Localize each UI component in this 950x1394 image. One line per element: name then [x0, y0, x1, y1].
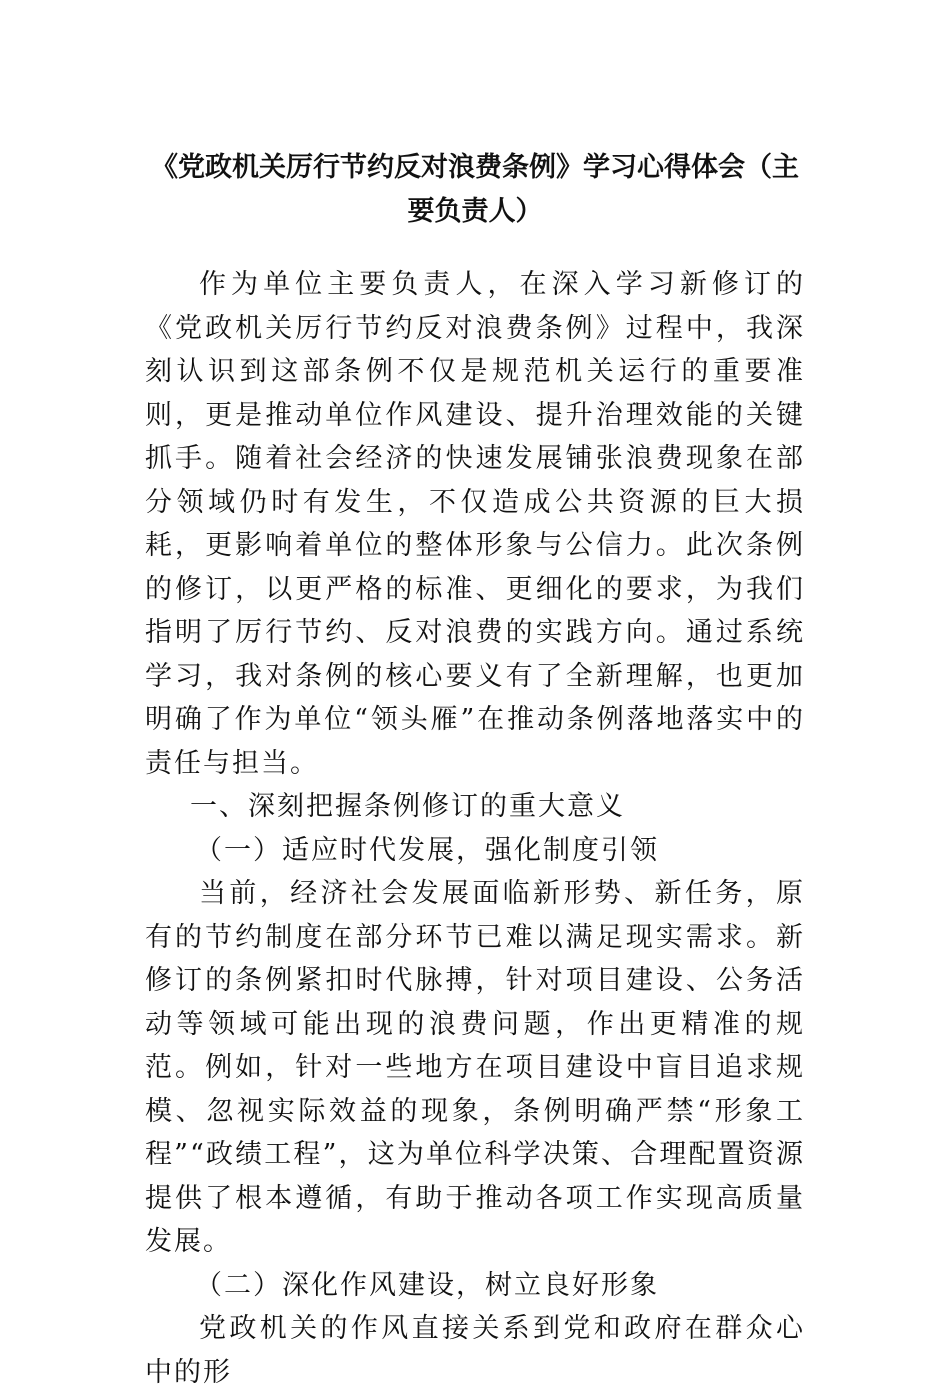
section-heading: 一、深刻把握条例修订的重大意义	[190, 791, 625, 822]
subsection-heading: （二）深化作风建设，树立良好形象	[195, 1269, 659, 1301]
body-paragraph: 党政机关的作风直接关系到党和政府在群众心中的形	[145, 1313, 805, 1388]
document-title: 《党政机关厉行节约反对浪费条例》学习心得体会（主要负责人）	[151, 152, 799, 227]
body-paragraph: 当前，经济社会发展面临新形势、新任务，原有的节约制度在部分环节已难以满足现实需求。新修订的条例紧扣时代脉搏，针对项目建设、公务活动等领域可能出现的浪费问题，作出更精准的规范。例如，针对一些地方在项目建设中盲目追求规模、忽视实际效益的现象，条例明确严禁“形象工程”“政绩工程”，这为单位科学决策、合理配置资源提供了根本遵循，有助于推动各项工作实现高质量发展。	[145, 878, 805, 1257]
intro-paragraph: 作为单位主要负责人，在深入学习新修订的《党政机关厉行节约反对浪费条例》过程中，我深刻认识到这部条例不仅是规范机关运行的重要准则，更是推动单位作风建设、提升治理效能的关键抓手。随着社会经济的快速发展铺张浪费现象在部分领域仍时有发生，不仅造成公共资源的巨大损耗，更影响着单位的整体形象与公信力。此次条例的修订，以更严格的标准、更细化的要求，为我们指明了厉行节约、反对浪费的实践方向。通过系统学习，我对条例的核心要义有了全新理解，也更加明确了作为单位“领头雁”在推动条例落地落实中的责任与担当。	[145, 269, 805, 779]
subsection-heading: （一）适应时代发展，强化制度引领	[195, 834, 659, 866]
document-body	[145, 263, 805, 1394]
